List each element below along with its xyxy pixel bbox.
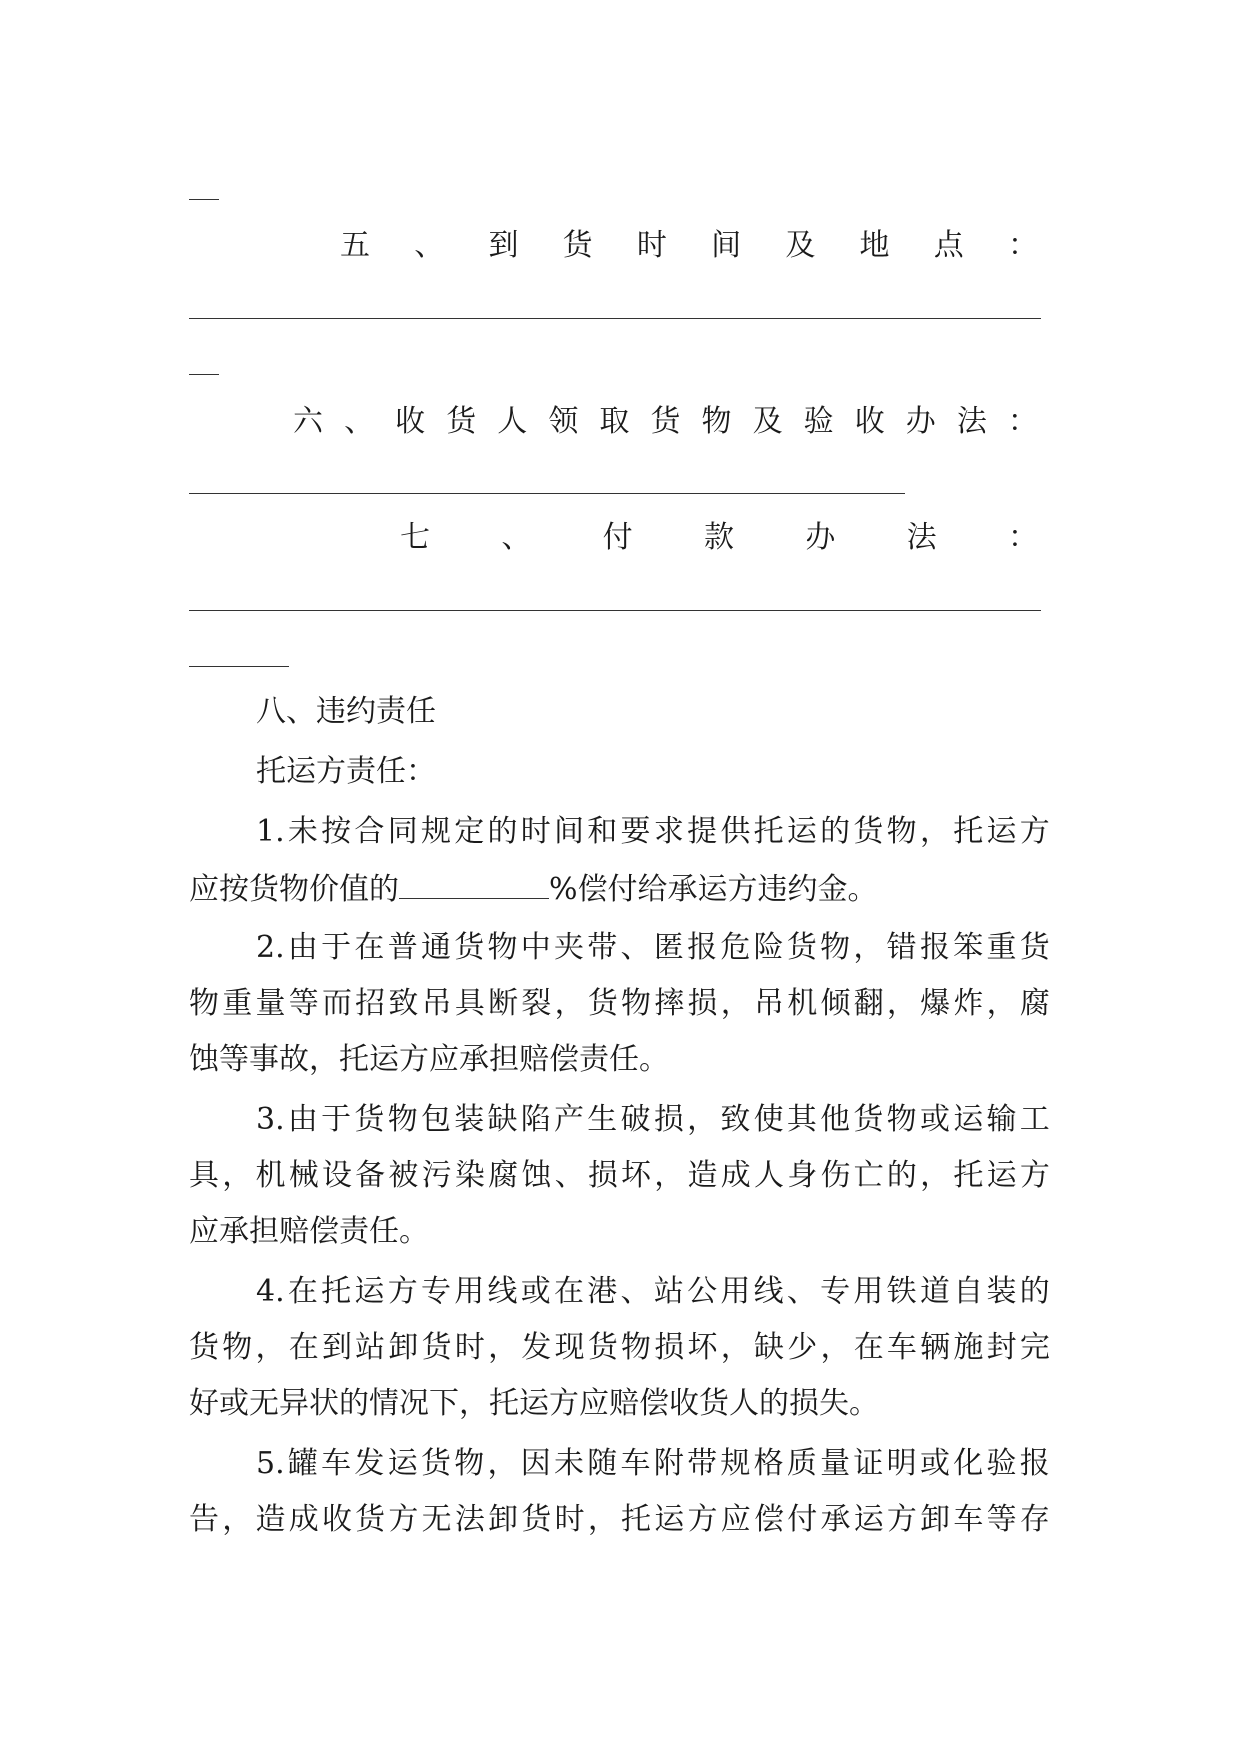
text-char: 招 — [355, 986, 386, 1021]
text-char: 、 — [620, 930, 651, 965]
shipper-responsibility-heading: 托运方责任： — [256, 754, 436, 789]
text-char: 专 — [820, 1274, 851, 1309]
item-5-line-1 — [256, 1444, 1050, 1484]
text-char: 陷 — [520, 1102, 551, 1137]
text-char: 坏 — [687, 1330, 718, 1365]
text-char: 的 — [820, 814, 851, 849]
text-char: 在 — [288, 1330, 319, 1365]
text-char: 身 — [787, 1158, 818, 1193]
text-char: 在 — [853, 1330, 884, 1365]
item-4-line-1 — [256, 1272, 1050, 1312]
text-char: 、 — [501, 520, 532, 555]
item-3-line-3: 应承担赔偿责任。 — [189, 1214, 429, 1249]
text-char: 2. — [256, 930, 285, 965]
text-char: ， — [720, 986, 751, 1021]
text-char: 运 — [387, 1446, 418, 1481]
text-char: 规 — [720, 1446, 751, 1481]
text-char: 5. — [256, 1446, 285, 1481]
text-char: 时 — [520, 814, 551, 849]
text-char: 炸 — [953, 986, 984, 1021]
text-char: 托 — [953, 814, 984, 849]
text-char: 货 — [853, 1102, 884, 1137]
text-char: 运 — [986, 814, 1017, 849]
text-char: 辆 — [920, 1330, 951, 1365]
text-char: 运 — [786, 814, 817, 849]
text-char: ， — [720, 1330, 751, 1365]
text-char: 爆 — [920, 986, 951, 1021]
text-char: 由 — [287, 1102, 318, 1137]
text-char: 验 — [986, 1446, 1017, 1481]
text-char: 物 — [621, 986, 652, 1021]
text-char: 告 — [189, 1502, 219, 1537]
text-char: 具 — [189, 1158, 219, 1193]
text-char: 染 — [454, 1158, 485, 1193]
text-char: ： — [1007, 404, 1038, 439]
text-char: 物 — [886, 814, 917, 849]
text-char: 机 — [255, 1158, 286, 1193]
text-char: 损 — [587, 1158, 618, 1193]
section-7-blank-line-tail — [189, 666, 289, 667]
text-char: 款 — [703, 520, 734, 555]
text-char: 造 — [255, 1502, 286, 1537]
text-char: 法 — [906, 520, 937, 555]
text-char: 险 — [753, 930, 784, 965]
text-char: ， — [554, 986, 585, 1021]
text-char: ， — [920, 1158, 951, 1193]
text-char: 货 — [562, 228, 593, 263]
text-char: 发 — [521, 1330, 552, 1365]
text-char: 物 — [189, 986, 219, 1021]
text-char: 在 — [554, 1274, 585, 1309]
text-char: 量 — [255, 986, 286, 1021]
text-char: 承 — [820, 1502, 851, 1537]
text-char: 或 — [919, 1102, 950, 1137]
section-7-heading — [400, 518, 1038, 558]
text-char: 托 — [321, 1274, 352, 1309]
text-char: 封 — [986, 1330, 1017, 1365]
text-char: 要 — [620, 814, 651, 849]
item-3-line-1 — [256, 1100, 1050, 1140]
text-char: 供 — [720, 814, 751, 849]
text-char: 量 — [820, 1446, 851, 1481]
text-char: 定 — [454, 814, 485, 849]
item-3-line-2 — [189, 1156, 1050, 1196]
text-char: 夹 — [554, 930, 585, 965]
text-char: ， — [986, 986, 1017, 1021]
text-char: 车 — [953, 1502, 984, 1537]
text-char: 用 — [853, 1274, 884, 1309]
text-char: 他 — [820, 1102, 851, 1137]
text-char: ， — [587, 1502, 618, 1537]
text-char: 运 — [986, 1158, 1017, 1193]
text-char: 无 — [421, 1502, 452, 1537]
text-char: 产 — [554, 1102, 585, 1137]
text-char: 六 — [293, 404, 323, 439]
text-char: 在 — [354, 930, 385, 965]
item-1-text-before-blank: 应按货物价值的 — [189, 872, 399, 907]
text-char: 设 — [321, 1158, 352, 1193]
text-char: 3. — [256, 1102, 285, 1137]
text-char: 规 — [420, 814, 451, 849]
text-char: 成 — [288, 1502, 319, 1537]
text-char: 少 — [787, 1330, 818, 1365]
section-5-heading — [340, 226, 1038, 266]
text-char: 物 — [222, 1330, 253, 1365]
text-char: 付 — [787, 1502, 818, 1537]
text-char: 到 — [321, 1330, 352, 1365]
text-char: 间 — [554, 814, 585, 849]
text-char: 取 — [599, 404, 630, 439]
text-char: 方 — [687, 1502, 718, 1537]
text-char: 物 — [886, 1102, 917, 1137]
text-char: 方 — [1019, 814, 1050, 849]
text-char: ： — [1007, 228, 1038, 263]
text-char: 运 — [354, 1274, 385, 1309]
section-7-blank-line — [189, 610, 1041, 611]
text-char: 办 — [805, 520, 836, 555]
text-char: 提 — [687, 814, 718, 849]
text-char: 腐 — [488, 1158, 519, 1193]
text-char: ： — [1007, 520, 1038, 555]
text-char: 到 — [488, 228, 519, 263]
item-2-line-2 — [189, 984, 1050, 1024]
text-char: 托 — [621, 1502, 652, 1537]
text-char: 货 — [587, 986, 618, 1021]
text-char: 在 — [287, 1274, 318, 1309]
text-char: 的 — [1019, 1274, 1050, 1309]
text-char: 物 — [454, 1446, 485, 1481]
text-char: 使 — [753, 1102, 784, 1137]
text-char: 存 — [1019, 1502, 1050, 1537]
text-char: 按 — [321, 814, 352, 849]
text-char: 应 — [720, 1502, 751, 1537]
text-char: 货 — [587, 1330, 618, 1365]
section-5-blank-line-tail — [189, 374, 219, 375]
text-char: 领 — [548, 404, 579, 439]
text-char: 及 — [785, 228, 816, 263]
text-char: 破 — [620, 1102, 651, 1137]
text-char: 、 — [414, 228, 445, 263]
text-char: 机 — [787, 986, 818, 1021]
text-char: 于 — [321, 1102, 352, 1137]
text-char: 车 — [620, 1446, 651, 1481]
text-char: 的 — [886, 1158, 917, 1193]
text-char: 车 — [321, 1446, 352, 1481]
text-char: 吊 — [753, 986, 784, 1021]
text-char: ， — [222, 1502, 253, 1537]
text-char: 用 — [720, 1274, 751, 1309]
text-char: 时 — [636, 228, 667, 263]
text-char: 未 — [287, 814, 318, 849]
text-char: 货 — [650, 404, 681, 439]
text-char: 间 — [711, 228, 742, 263]
text-char: 腐 — [1019, 986, 1050, 1021]
text-char: 线 — [487, 1274, 518, 1309]
text-char: 翻 — [853, 986, 884, 1021]
text-char: ， — [853, 930, 884, 965]
text-char: 付 — [602, 520, 633, 555]
text-char: 等 — [986, 1502, 1017, 1537]
text-char: 合 — [354, 814, 385, 849]
text-char: 缺 — [487, 1102, 518, 1137]
text-char: 倾 — [820, 986, 851, 1021]
text-char: 物 — [487, 930, 518, 965]
text-char: 货 — [1019, 930, 1050, 965]
text-char: 方 — [387, 1274, 418, 1309]
text-char: 缺 — [753, 1330, 784, 1365]
text-char: 法 — [454, 1502, 485, 1537]
text-char: 装 — [454, 1102, 485, 1137]
text-char: 七 — [400, 520, 430, 555]
text-char: 和 — [587, 814, 618, 849]
text-char: 道 — [919, 1274, 950, 1309]
text-char: 站 — [653, 1274, 684, 1309]
text-char: 卸 — [920, 1502, 951, 1537]
text-char: 造 — [687, 1158, 718, 1193]
text-char: 输 — [986, 1102, 1017, 1137]
text-char: 专 — [420, 1274, 451, 1309]
text-char: 具 — [454, 986, 485, 1021]
text-char: 由 — [287, 930, 318, 965]
item-4-line-2 — [189, 1328, 1050, 1368]
text-char: 明 — [886, 1446, 917, 1481]
text-char: 械 — [288, 1158, 319, 1193]
text-char: 而 — [321, 986, 352, 1021]
text-char: 坏 — [621, 1158, 652, 1193]
text-char: 货 — [354, 1102, 385, 1137]
text-char: 时 — [554, 1502, 585, 1537]
text-char: 及 — [752, 404, 783, 439]
text-char: ， — [820, 1330, 851, 1365]
text-char: 用 — [454, 1274, 485, 1309]
text-char: 或 — [919, 1446, 950, 1481]
section-6-blank-line — [189, 493, 905, 494]
text-char: 五 — [340, 228, 370, 263]
text-char: ， — [687, 1102, 718, 1137]
text-char: 摔 — [654, 986, 685, 1021]
blank-line-tail — [189, 199, 219, 200]
text-char: 铁 — [886, 1274, 917, 1309]
text-char: 货 — [189, 1330, 219, 1365]
text-char: 的 — [487, 814, 518, 849]
text-char: ， — [654, 1158, 685, 1193]
text-char: 、 — [344, 404, 375, 439]
text-char: 蚀 — [521, 1158, 552, 1193]
text-char: 求 — [653, 814, 684, 849]
text-char: 笨 — [953, 930, 984, 965]
text-char: 备 — [355, 1158, 386, 1193]
text-char: 于 — [321, 930, 352, 965]
text-char: 伤 — [820, 1158, 851, 1193]
text-char: 致 — [388, 986, 419, 1021]
text-char: 收 — [854, 404, 885, 439]
item-1-text-after-blank: %偿付给承运方违约金。 — [549, 872, 878, 907]
percentage-blank — [399, 868, 549, 899]
text-char: 人 — [753, 1158, 784, 1193]
text-char: 同 — [387, 814, 418, 849]
text-char: 通 — [420, 930, 451, 965]
text-char: 重 — [222, 986, 253, 1021]
text-char: 、 — [620, 1274, 651, 1309]
text-char: 卸 — [388, 1330, 419, 1365]
text-char: 化 — [953, 1446, 984, 1481]
text-char: 报 — [1019, 1446, 1050, 1481]
text-char: 现 — [554, 1330, 585, 1365]
text-char: 危 — [720, 930, 751, 965]
text-char: 办 — [905, 404, 936, 439]
text-char: 裂 — [521, 986, 552, 1021]
text-char: 货 — [355, 1502, 386, 1537]
text-char: ， — [488, 1330, 519, 1365]
text-char: 、 — [554, 1158, 585, 1193]
item-1-line-2 — [189, 868, 1049, 908]
item-5-line-2 — [189, 1500, 1050, 1540]
text-char: 错 — [886, 930, 917, 965]
text-char: 点 — [933, 228, 964, 263]
item-2-line-1 — [256, 928, 1050, 968]
text-char: 未 — [554, 1446, 585, 1481]
item-4-line-3: 好或无异状的情况下，托运方应赔偿收货人的损失。 — [189, 1386, 879, 1421]
text-char: 人 — [497, 404, 528, 439]
text-char: 验 — [803, 404, 834, 439]
text-char: 货 — [454, 930, 485, 965]
section-8-heading: 八、违约责任 — [256, 694, 436, 729]
text-char: 装 — [986, 1274, 1017, 1309]
text-char: 致 — [720, 1102, 751, 1137]
text-char: ， — [886, 986, 917, 1021]
text-char: 1. — [256, 814, 285, 849]
text-char: 被 — [388, 1158, 419, 1193]
text-char: 生 — [587, 1102, 618, 1137]
text-char: 损 — [654, 1330, 685, 1365]
text-char: 施 — [953, 1330, 984, 1365]
text-char: 收 — [395, 404, 426, 439]
text-char: ， — [487, 1446, 518, 1481]
text-char: 公 — [687, 1274, 718, 1309]
text-char: 卸 — [488, 1502, 519, 1537]
text-char: 完 — [1019, 1330, 1050, 1365]
item-2-line-3: 蚀等事故，托运方应承担赔偿责任。 — [189, 1042, 669, 1077]
text-char: 港 — [587, 1274, 618, 1309]
text-char: 包 — [420, 1102, 451, 1137]
text-char: 物 — [820, 930, 851, 965]
text-char: 格 — [753, 1446, 784, 1481]
text-char: 托 — [753, 814, 784, 849]
text-char: 方 — [388, 1502, 419, 1537]
text-char: 中 — [520, 930, 551, 965]
text-char: 报 — [687, 930, 718, 965]
text-char: 附 — [653, 1446, 684, 1481]
text-char: 亡 — [853, 1158, 884, 1193]
text-char: ， — [255, 1330, 286, 1365]
text-char: ， — [222, 1158, 253, 1193]
text-char: 损 — [687, 986, 718, 1021]
text-char: 线 — [753, 1274, 784, 1309]
text-char: 货 — [446, 404, 477, 439]
text-char: 、 — [786, 1274, 817, 1309]
text-char: 随 — [587, 1446, 618, 1481]
text-char: 货 — [421, 1330, 452, 1365]
text-char: 重 — [986, 930, 1017, 965]
text-char: 带 — [587, 930, 618, 965]
text-char: ， — [919, 814, 950, 849]
text-char: 地 — [859, 228, 890, 263]
text-char: 法 — [956, 404, 987, 439]
text-char: 匿 — [653, 930, 684, 965]
text-char: 成 — [720, 1158, 751, 1193]
text-char: 时 — [454, 1330, 485, 1365]
text-char: 车 — [886, 1330, 917, 1365]
text-char: 普 — [387, 930, 418, 965]
text-char: 货 — [420, 1446, 451, 1481]
section-6-heading — [293, 402, 1038, 442]
text-char: 物 — [387, 1102, 418, 1137]
text-char: 货 — [853, 814, 884, 849]
text-char: 质 — [786, 1446, 817, 1481]
text-char: 方 — [1019, 1158, 1050, 1193]
text-char: 货 — [521, 1502, 552, 1537]
text-char: 收 — [321, 1502, 352, 1537]
text-char: 运 — [654, 1502, 685, 1537]
text-char: 发 — [354, 1446, 385, 1481]
text-char: 货 — [786, 930, 817, 965]
text-char: 4. — [256, 1274, 285, 1309]
text-char: 物 — [621, 1330, 652, 1365]
text-char: 偿 — [753, 1502, 784, 1537]
text-char: 物 — [701, 404, 732, 439]
text-char: 报 — [919, 930, 950, 965]
section-5-blank-line — [189, 318, 1041, 319]
text-char: 托 — [953, 1158, 984, 1193]
text-char: 站 — [355, 1330, 386, 1365]
text-char: 因 — [520, 1446, 551, 1481]
text-char: 吊 — [421, 986, 452, 1021]
text-char: 等 — [288, 986, 319, 1021]
text-char: 污 — [421, 1158, 452, 1193]
text-char: 损 — [653, 1102, 684, 1137]
text-char: 自 — [953, 1274, 984, 1309]
text-char: 证 — [853, 1446, 884, 1481]
text-char: 运 — [853, 1502, 884, 1537]
text-char: 其 — [786, 1102, 817, 1137]
text-char: 工 — [1019, 1102, 1050, 1137]
text-char: 或 — [520, 1274, 551, 1309]
text-char: 运 — [953, 1102, 984, 1137]
text-char: 方 — [886, 1502, 917, 1537]
text-char: 带 — [687, 1446, 718, 1481]
text-char: 断 — [488, 986, 519, 1021]
text-char: 罐 — [287, 1446, 318, 1481]
item-1-line-1 — [256, 812, 1050, 852]
